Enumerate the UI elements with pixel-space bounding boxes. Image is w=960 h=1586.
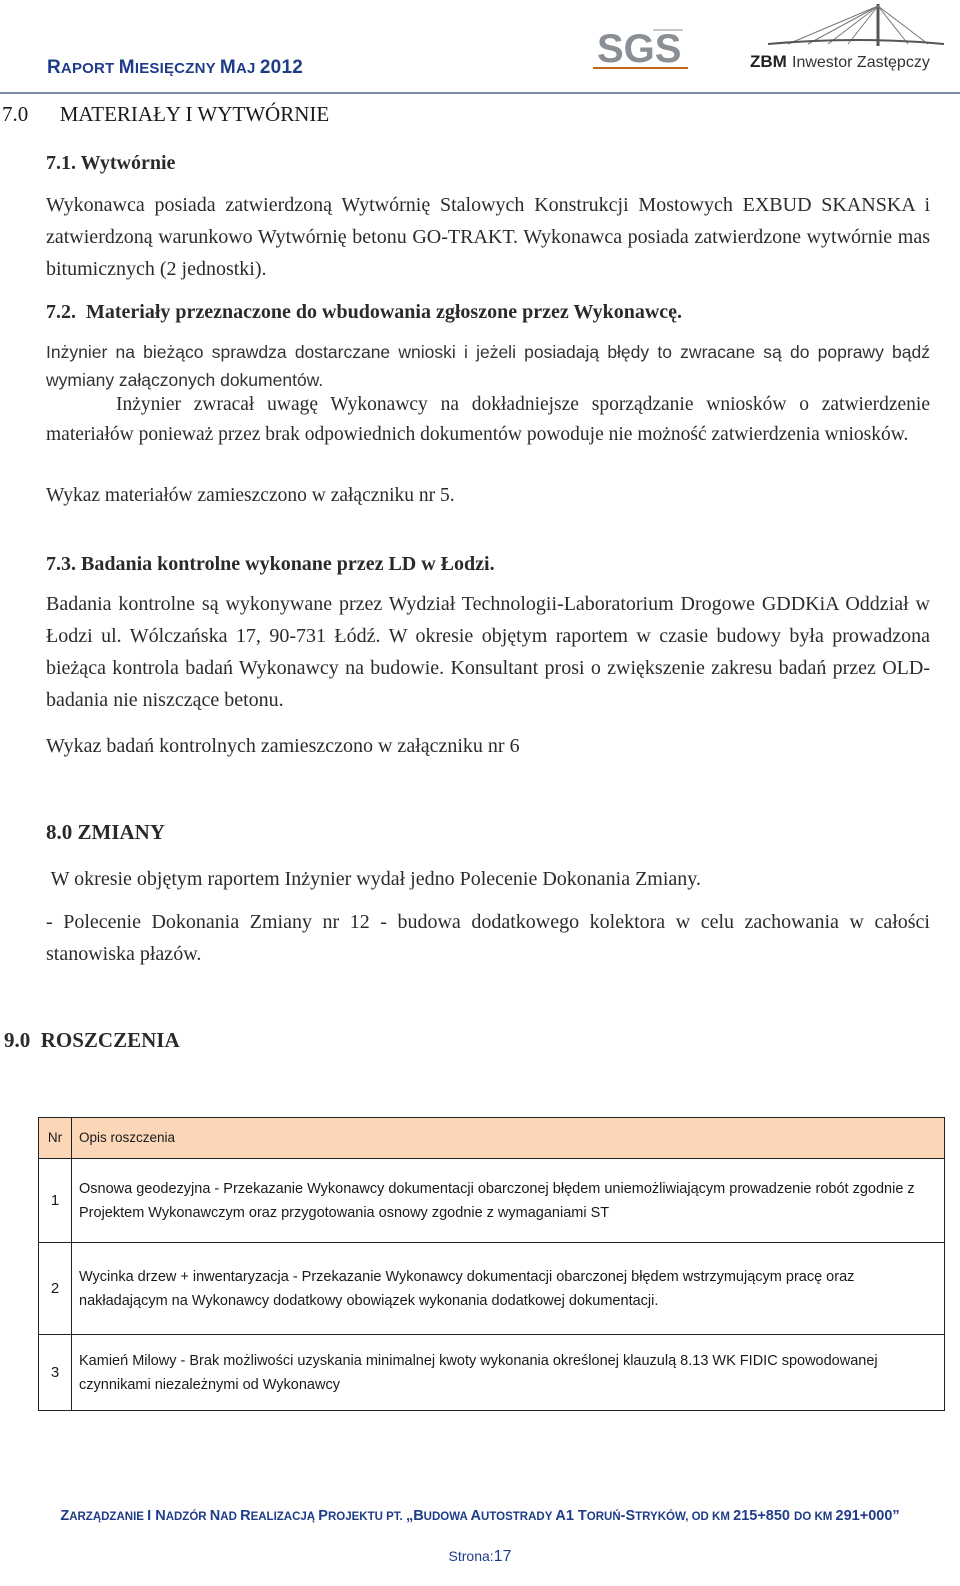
- table-row: [39, 1243, 945, 1335]
- zbm-logo: [748, 0, 944, 78]
- section-7-2-paragraph-1: Inżynier na bieżąco sprawdza dostarczane wnioski i jeżeli posiadają błędy to zwracane są do poprawy bądź wymiany załączonych dokumentów.: [46, 342, 930, 390]
- report-title-part: R: [47, 57, 61, 78]
- footer-title-part: „B: [405, 1508, 424, 1524]
- footer-title-part: P: [318, 1508, 328, 1524]
- footer-title-part: 291+000”: [835, 1508, 900, 1524]
- section-9-heading: 9.0 ROSZCZENIA: [4, 1028, 180, 1052]
- zbm-logo-subtext: Inwestor Zastępczy: [792, 54, 930, 71]
- footer-title-part: A: [470, 1508, 482, 1524]
- footer-title-part: AD: [220, 1511, 241, 1523]
- report-title-part: AJ: [235, 60, 260, 77]
- footer-title-part: ORUŃ: [586, 1511, 621, 1523]
- section-8-paragraph-2: - Polecenie Dokonania Zmiany nr 12 - budowa dodatkowego kolektora w celu zachowania w całości stanowiska płazów.: [46, 911, 930, 965]
- footer-title-part: ADZÓR: [165, 1511, 210, 1523]
- header-divider: [0, 92, 960, 94]
- claims-table-header-row: [39, 1118, 945, 1159]
- report-title-part: IESIĘCZNY: [134, 60, 220, 77]
- row-description: Kamień Milowy - Brak możliwości uzyskania minimalnej kwoty wykonania określonej klauzulą 8.13 WK FIDIC spowodowanej czynnikami niezależnymi od Wykonawcy: [72, 1335, 945, 1411]
- section-8-heading: 8.0 ZMIANY: [46, 820, 165, 844]
- section-8-paragraph-1: W okresie objętym raportem Inżynier wydał jedno Polecenie Dokonania Zmiany.: [46, 868, 701, 890]
- report-title-part: APORT: [60, 60, 119, 77]
- section-7-3-heading: 7.3. Badania kontrolne wykonane przez LD w Łodzi.: [46, 553, 495, 575]
- sgs-logo: [593, 18, 688, 78]
- header-description: Opis roszczenia: [72, 1118, 945, 1159]
- section-7-2-paragraph-2: Inżynier zwracał uwagę Wykonawcy na dokładniejsze sporządzanie wniosków o zatwierdzenie materiałów ponieważ przez brak odpowiednich dokumentów powoduje nie możność zatwierdzenia wniosków.: [46, 394, 930, 445]
- claims-table: [38, 1117, 945, 1411]
- section-7-2-heading: 7.2. Materiały przeznaczone do wbudowania zgłoszone przez Wykonawcę.: [46, 301, 683, 323]
- footer-title-part: Z: [60, 1508, 70, 1524]
- sgs-logo-text: SGS: [597, 27, 682, 71]
- footer-project-title: [0, 1508, 960, 1524]
- footer-title-part: R: [240, 1508, 251, 1524]
- section-7-1-heading: 7.1. Wytwórnie: [46, 152, 176, 174]
- page-label: Strona:: [448, 1548, 494, 1564]
- page-number: [0, 1548, 960, 1566]
- report-title-part: 2012: [259, 57, 303, 78]
- report-title-part: M: [219, 57, 236, 78]
- footer-title-part: N: [209, 1508, 221, 1524]
- footer-title-part: UTOSTRADY: [481, 1511, 556, 1523]
- report-title-part: M: [118, 57, 135, 78]
- page-number-value: 17: [493, 1548, 512, 1565]
- footer-title-part: TRYKÓW, OD KM: [635, 1511, 734, 1523]
- report-title: [47, 57, 303, 79]
- row-number: 1: [39, 1159, 72, 1243]
- footer-title-part: -S: [620, 1508, 636, 1524]
- footer-title-part: ROJEKTU PT.: [327, 1511, 406, 1523]
- row-description: Wycinka drzew + inwentaryzacja - Przekazanie Wykonawcy dokumentacji obarczonej błędem wstrzymującym pracę oraz nakładającym na Wykonawcy dodatkowy obowiązek wykonania dodatkowej dokumentacji.: [72, 1243, 945, 1335]
- footer-title-part: I: [147, 1508, 156, 1524]
- table-row: [39, 1335, 945, 1411]
- header-nr: Nr: [39, 1118, 72, 1159]
- row-number: 3: [39, 1335, 72, 1411]
- zbm-logo-text: ZBM: [750, 52, 787, 71]
- section-7-3-paragraph-2: Wykaz badań kontrolnych zamieszczono w załączniku nr 6: [46, 735, 520, 757]
- row-number: 2: [39, 1243, 72, 1335]
- section-7-heading: 7.0 MATERIAŁY I WYTWÓRNIE: [2, 102, 330, 126]
- footer-title-part: 215+850: [733, 1508, 795, 1524]
- footer-title-part: UDOWA: [423, 1511, 471, 1523]
- footer-title-part: N: [155, 1508, 166, 1524]
- section-7-1-text: Wykonawca posiada zatwierdzoną Wytwórnię Stalowych Konstrukcji Mostowych EXBUD SKANSKA i zatwierdzoną warunkowo Wytwórnię betonu GO-TRAKT. Wykonawca posiada zatwierdzone wytwórnie mas bitumicznych (2 jednostki).: [46, 194, 930, 280]
- row-description: Osnowa geodezyjna - Przekazanie Wykonawcy dokumentacji obarczonej błędem uniemożliwiającym prowadzenie robót zgodnie z Projektem Wykonawczym oraz przygotowania osnowy zgodnie z wymaganiami ST: [72, 1159, 945, 1243]
- footer-title-part: A1 T: [555, 1508, 587, 1524]
- section-7-2-paragraph-3: Wykaz materiałów zamieszczono w załączniku nr 5.: [46, 485, 455, 506]
- section-7-3-paragraph-1: Badania kontrolne są wykonywane przez Wydział Technologii-Laboratorium Drogowe GDDKiA Oddział w Łodzi ul. Wólczańska 17, 90-731 Łódź. W okresie objętym raportem w czasie budowy była prowadzona bieżąca kontrola badań Wykonawcy na budowie. Konsultant prosi o zwiększenie zakresu badań przez OLD- badania nie niszczące betonu.: [46, 593, 930, 711]
- footer-title-part: EALIZACJĄ: [250, 1511, 319, 1523]
- footer-title-part: ARZĄDZANIE: [69, 1511, 148, 1523]
- table-row: [39, 1159, 945, 1243]
- footer-title-part: DO KM: [794, 1511, 836, 1523]
